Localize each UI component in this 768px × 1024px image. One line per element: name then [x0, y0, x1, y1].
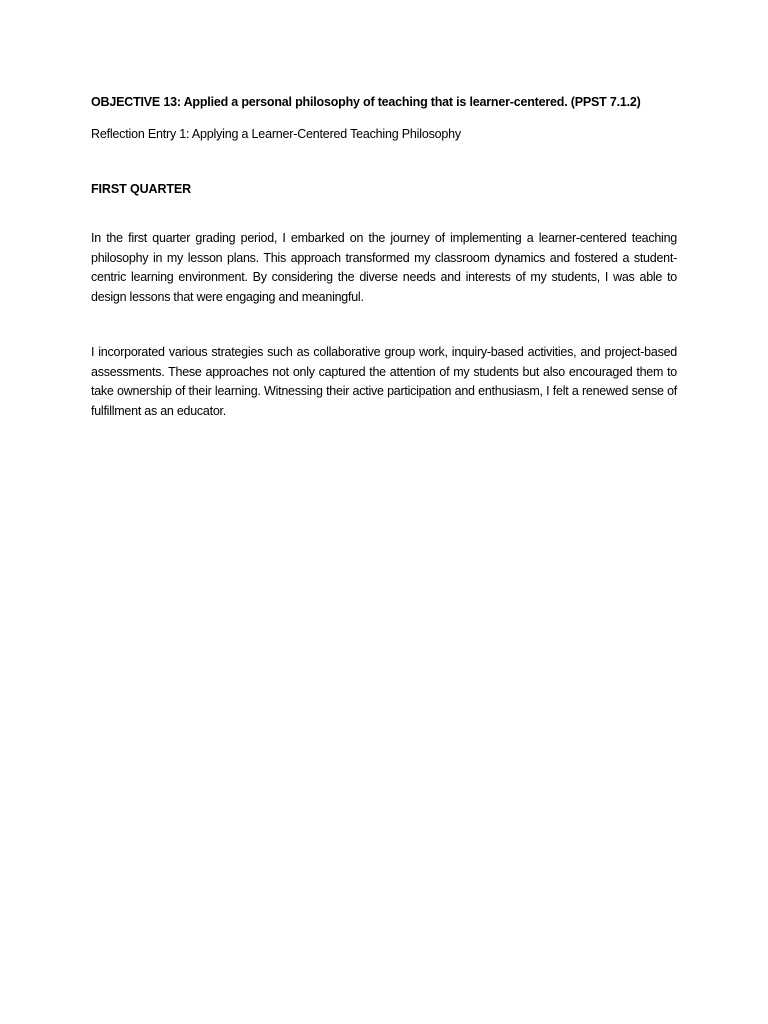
document-body: [91, 92, 677, 421]
objective-heading: OBJECTIVE 13: Applied a personal philosophy of teaching that is learner-centered. (PPST 7.1.2): [91, 95, 641, 109]
reflection-entry-title: Reflection Entry 1: Applying a Learner-Centered Teaching Philosophy: [91, 127, 461, 141]
body-paragraph: I incorporated various strategies such as collaborative group work, inquiry-based activities, and project-based assessments. These approaches not only captured the attention of my students but also encouraged them to take ownership of their learning. Witnessing their active participation and enthusiasm, I felt a renewed sense of fulfillment as an educator.: [91, 345, 677, 418]
section-heading: FIRST QUARTER: [91, 182, 192, 196]
body-paragraph: In the first quarter grading period, I embarked on the journey of implementing a learner-centered teaching philosophy in my lesson plans. This approach transformed my classroom dynamics and fostered a student-centric learning environment. By considering the diverse needs and interests of my students, I was able to design lessons that were engaging and meaningful.: [91, 231, 677, 304]
